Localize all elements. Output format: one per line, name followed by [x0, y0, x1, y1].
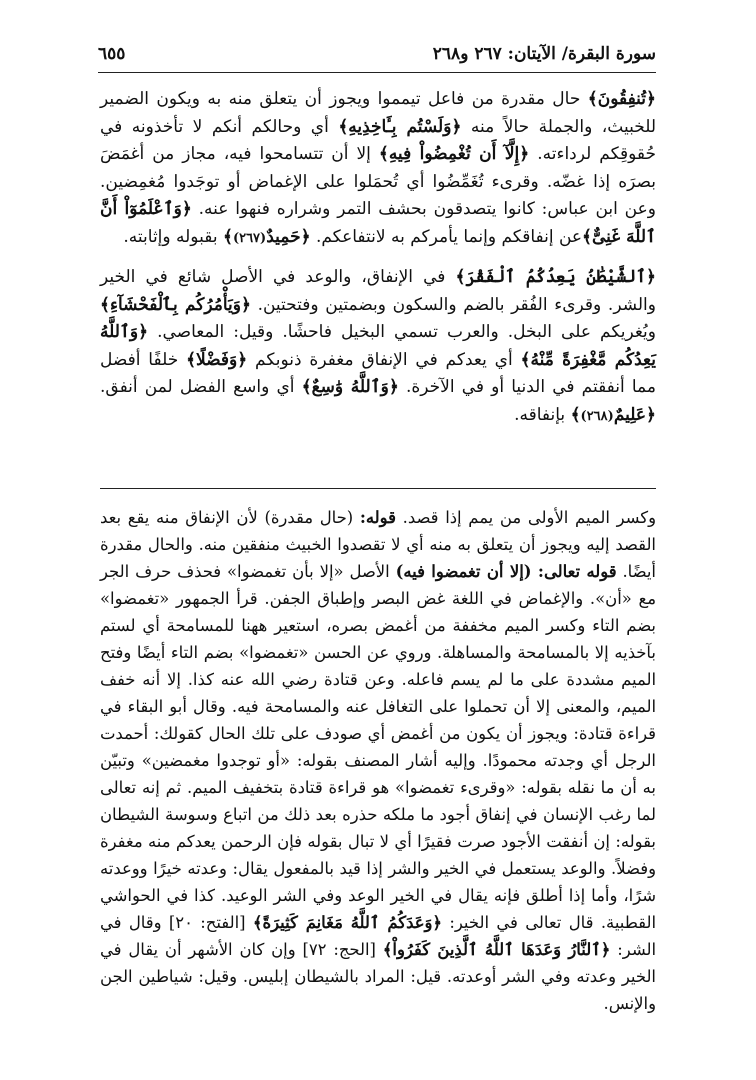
quran-quote-close: ﴾	[570, 404, 581, 425]
commentary-text: أي يعدكم في الإنفاق مغفرة ذنوبكم	[247, 349, 521, 370]
main-commentary	[100, 86, 656, 430]
commentary-text: خلفًا أفضل مما أنفقتم في الدنيا أو في الآخرة.	[100, 349, 656, 397]
footnote-paragraph	[100, 504, 656, 1017]
commentary-text: أي وحالكم أنكم لا تأخذونه في حُقوقِكم لرداءته.	[100, 116, 657, 164]
quran-quote: ﴿وَٱللَّهُ وَٰسِعٌ﴾	[301, 377, 399, 397]
footnote-text: الأصل «إلا بأن تغمضوا» فحذف حرف الجر مع «أن». والإغماض في اللغة غض البصر وإطباق الجفن. قرأ الجمهور «تغمضوا» بضم التاء وكسر الميم مخففة من أغمض بصره، استعير ههنا للمسامحة أي لستم بآخذيه إلا بالمسامحة والمساهلة. وروي عن الحسن «تغمضوا» بضم التاء أيضًا وفتح الميم مشددة على ما لم يسم فاعله. وعن قتادة رضي الله عنه كذا. إلا أنه خفف الميم، والمعنى إلا أن تحملوا على التغافل عنه والمسامحة فيه. وقال أبو البقاء في قراءة قتادة: ويجوز أن يكون من أغمض أي صودف على تلك الحال كقولك: أحمدت الرجل أي وجدته محمودًا. وإليه أشار المصنف بقوله: «أو توجدوا مغمضين» وتبيّن به أن ما نقله بقوله: «وقرىء تغمضوا» هو قراءة قتادة بتخفيف الميم. ثم إنه تعالى لما رغب الإنسان في إنفاق أجود ما ملكه حذره بعد ذلك من اتباع وسوسة الشيطان بقوله: إن أنفقت الأجود صرت فقيرًا أي لا تبال بقوله فإن الرحمن يعدكم منه مغفرة وفضلاً. والوعد يستعمل في الخير والشر إذا قيد بالمفعول يقال: وعدته خيرًا ووعدته شرًا، وأما إذا أطلق فإنه يقال في الخير الوعد وفي الشر الوعيد. كذا في الحواشي القطبية. قال تعالى في الخير:	[100, 562, 656, 932]
quran-quote: ﴿إِلَّآ أَن تُغْمِضُواْ فِيهِ﴾	[378, 144, 530, 164]
header-title: سورة البقرة/ الآيتان: ٢٦٧ و٢٦٨	[432, 44, 656, 64]
commentary-text: بإنفاقه.	[514, 404, 571, 425]
quran-quote: ﴿وَفَضْلًا﴾	[186, 349, 248, 370]
quran-quote: ﴿عَلِيمٌ	[613, 404, 656, 425]
quran-quote: ﴿وَلَسْتُم بِـَٔاخِذِيهِ﴾	[338, 116, 462, 137]
page-number: ٦٥٥	[98, 44, 126, 64]
verse-number-marker: ( ٢٦٨ )	[581, 409, 614, 424]
footnote-divider	[100, 488, 656, 489]
commentary-text: حال مقدرة من فاعل تيمموا ويجوز أن يتعلق منه به ويكون الضمير للخبيث، والجملة حالاً منه	[100, 89, 657, 137]
commentary-text: إلا أن تتسامحوا فيه، مجاز من أغمَضَ بصرَه إذا غضّه. وقرىء تُغَمِّضُوا أي تُحمَلوا على الإغماض أو توجَدوا مُغمِضين. وعن ابن عباس: كانوا يتصدقون بحشف التمر وشراره فنهوا عنه.	[100, 144, 656, 219]
quran-quote: ﴿تُنفِقُونَ﴾	[587, 89, 656, 109]
footnote-text: [الحج: ٧٢] وإن كان الأشهر أن يقال في الخير وعدته وفي الشر أوعدته. قيل: المراد بالشيطان إبليس. وقيل: شياطين الجن والإنس.	[100, 940, 656, 1013]
commentary-paragraph-1	[100, 86, 656, 252]
footnote-keyword: قوله تعالى: (إلا أن تغمضوا فيه)	[395, 562, 617, 581]
quran-quote-close: ﴾	[222, 226, 233, 247]
quran-quote: ﴿وَٱللَّهُ يَعِدُكُم مَّغْفِرَةً مِّنْهُ﴾	[100, 322, 656, 370]
commentary-text: في الإنفاق، والوعد في الأصل شائع في الخير والشر. وقرىء الفُقر بالضم والسكون وبضمتين وفتحتين.	[100, 267, 656, 315]
quran-quote: ﴿وَٱعْلَمُوٓاْ أَنَّ ٱللَّهَ غَنِىٌّ﴾	[100, 199, 656, 247]
footnotes-section	[100, 504, 656, 1017]
commentary-text: أي واسع الفضل لمن أنفق.	[100, 377, 302, 397]
quran-quote: ﴿وَعَدَكُمُ ٱللَّهُ مَغَانِمَ كَثِيرَةً﴾	[252, 913, 442, 932]
quran-quote: ﴿ٱلشَّيْطَٰنُ يَعِدُكُمُ ٱلْفَقْرَ﴾	[455, 267, 656, 287]
quran-quote: ﴿حَمِيدٌ	[266, 226, 311, 247]
quran-quote: ﴿ٱلنَّارُ وَعَدَهَا ٱللَّهُ ٱلَّذِينَ كَفَرُواْ﴾	[382, 940, 611, 959]
footnote-text: (حال مقدرة) لأن الإنفاق منه يقع بعد القصد إليه ويجوز أن يتعلق به منه أي لا تقصدوا الخبيث منفقين منه. والحال مقدرة أيضًا.	[100, 508, 656, 581]
footnote-text: [الفتح: ٢٠] وقال في الشر:	[100, 913, 656, 959]
verse-number-marker: ( ٢٦٧ )	[233, 231, 266, 246]
running-header	[98, 40, 656, 73]
commentary-paragraph-2	[100, 264, 656, 430]
footnote-text: وكسر الميم الأولى من يمم إذا قصد.	[395, 508, 656, 527]
commentary-text: ويُغريكم على البخل. والعرب تسمي البخيل فاحشًا. وقيل: المعاصي.	[148, 322, 656, 342]
quran-quote: ﴿وَيَأْمُرُكُم بِٱلْفَحْشَآءِ﴾	[100, 294, 251, 315]
commentary-text: بقبوله وإثابته.	[123, 226, 223, 247]
footnote-keyword: قوله:	[359, 508, 396, 527]
commentary-text: عن إنفاقكم وإنما يأمركم به لانتفاعكم.	[310, 226, 583, 247]
